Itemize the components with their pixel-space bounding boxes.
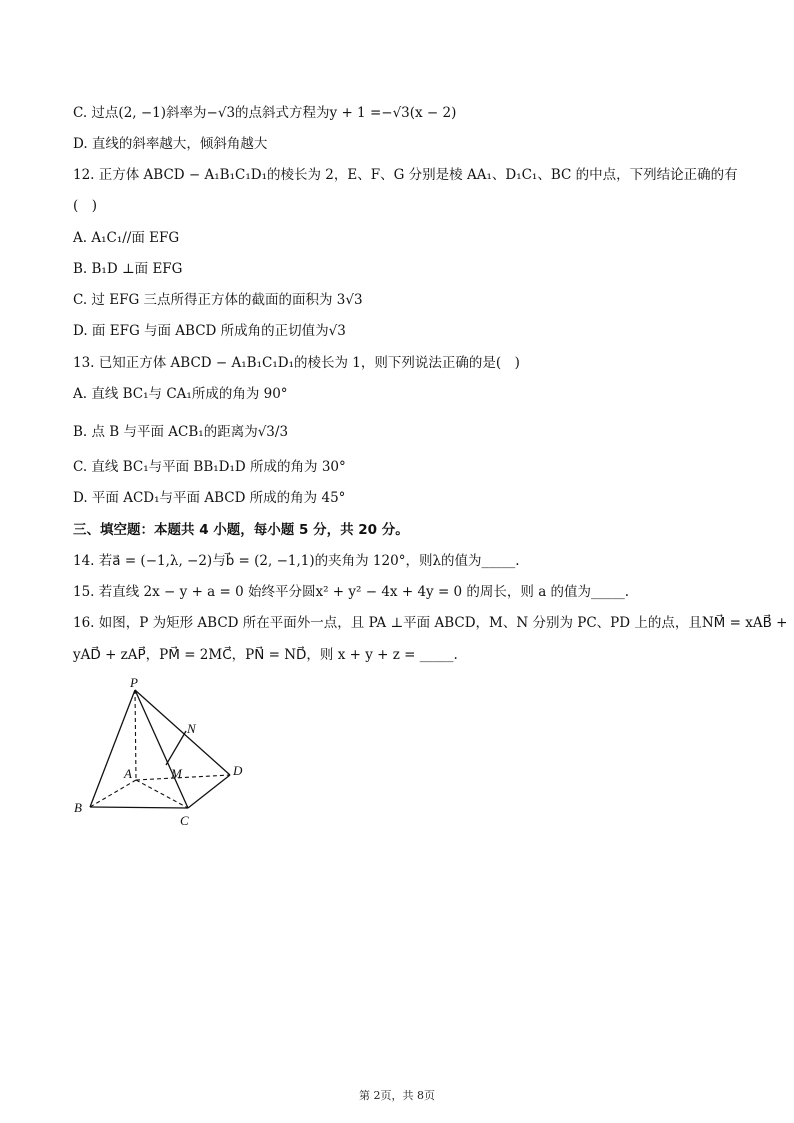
option-12d: D. 面 EFG 与面 ABCD 所成角的正切值为√3	[73, 323, 346, 339]
question-16-continued: yAD⃗ + zAP⃗，PM⃗ = 2MC⃗，PN⃗ = ND⃗，则 x + y + z = _____.	[73, 647, 458, 663]
edge-pa	[135, 690, 136, 780]
label-d: D	[233, 763, 243, 778]
segment-mn	[166, 731, 186, 765]
option-12b: B. B₁D ⊥面 EFG	[73, 261, 183, 277]
question-16-stem: 16. 如图，P 为矩形 ABCD 所在平面外一点，且 PA ⊥平面 ABCD，M、N 分别为 PC、PD 上的点，且NM⃗ = xAB⃗ +	[73, 615, 788, 631]
label-m: M	[171, 766, 182, 781]
question-15: 15. 若直线 2x − y + a = 0 始终平分圆x² + y² − 4x + 4y = 0 的周长，则 a 的值为_____.	[73, 584, 630, 600]
option-11d: D. 直线的斜率越大，倾斜角越大	[73, 136, 268, 152]
label-b: B	[74, 800, 82, 815]
option-13d: D. 平面 ACD₁与平面 ABCD 所成的角为 45°	[73, 490, 346, 506]
option-13b: B. 点 B 与平面 ACB₁的距离为√3/3	[73, 424, 289, 440]
label-c: C	[180, 813, 189, 828]
question-14: 14. 若a⃗ = (−1,λ, −2)与b⃗ = (2, −1,1)的夹角为 120°，则λ的值为_____.	[73, 553, 520, 569]
option-13a: A. 直线 BC₁与 CA₁所成的角为 90°	[73, 386, 288, 402]
option-12c: C. 过 EFG 三点所得正方体的截面的面积为 3√3	[73, 292, 363, 308]
question-12-bracket: ( )	[73, 198, 98, 214]
edge-ac	[136, 780, 188, 808]
edge-pb	[90, 690, 135, 807]
section-heading-fill-in: 三、填空题：本题共 4 小题，每小题 5 分，共 20 分。	[73, 522, 409, 538]
question-12-stem: 12. 正方体 ABCD − A₁B₁C₁D₁的棱长为 2，E、F、G 分别是棱 AA₁、D₁C₁、BC 的中点，下列结论正确的有	[73, 167, 738, 183]
option-11c: C. 过点(2, −1)斜率为−√3的点斜式方程为y + 1 =−√3(x − 2)	[73, 105, 457, 121]
page-footer: 第 2页，共 8页	[359, 1089, 435, 1102]
label-a: A	[124, 766, 132, 781]
label-p: P	[130, 675, 138, 690]
edge-ad	[136, 775, 230, 780]
edge-pd	[135, 690, 230, 775]
edge-pc	[135, 690, 188, 808]
label-n: N	[187, 721, 196, 736]
option-12a: A. A₁C₁//面 EFG	[73, 230, 180, 246]
option-13c: C. 直线 BC₁与平面 BB₁D₁D 所成的角为 30°	[73, 459, 346, 475]
edge-cd	[188, 775, 230, 808]
edge-bc	[90, 807, 188, 808]
pyramid-figure	[70, 675, 260, 835]
edge-ab	[90, 780, 136, 807]
question-13-stem: 13. 已知正方体 ABCD − A₁B₁C₁D₁的棱长为 1，则下列说法正确的是( )	[73, 355, 520, 371]
